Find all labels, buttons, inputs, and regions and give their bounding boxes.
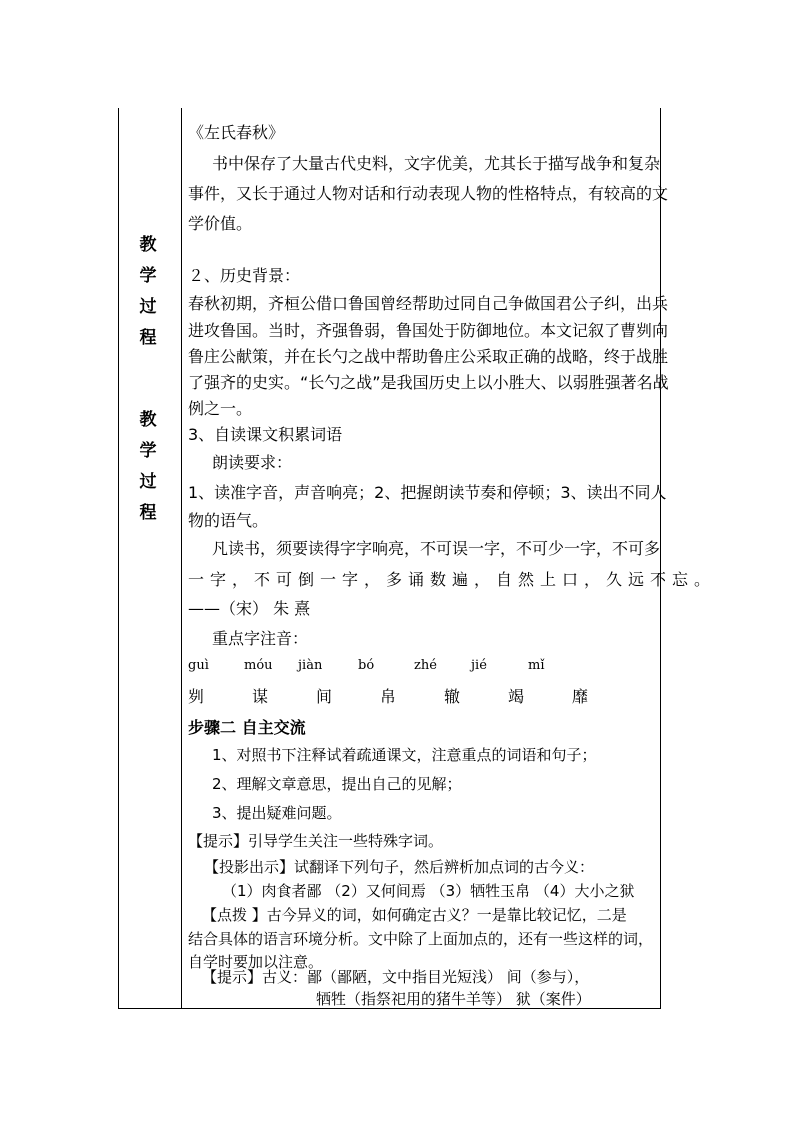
tip-2-line-2: 牺牲（指祭祀用的猪牛羊等） 狱（案件）: [316, 990, 591, 1008]
key-character: 间: [316, 687, 333, 706]
projection-label: 【投影出示】: [204, 858, 295, 876]
key-character: 帛: [380, 687, 397, 706]
quote-line: 一字，不可倒一字，多诵数遍，自然上口，久远不忘。: [188, 570, 717, 589]
key-character: 刿: [188, 687, 205, 706]
table-border-right: [660, 108, 661, 1009]
step-2-title: 步骤二 自主交流: [188, 718, 306, 737]
dianbo: [202, 904, 627, 925]
projection: [204, 856, 594, 877]
pinyin-item: guì: [188, 658, 209, 673]
reading-requirements-title: 朗读要求：: [212, 453, 293, 472]
step-2-item: 1、对照书下注释试着疏通课文，注意重点的词语和句子；: [212, 746, 597, 764]
dianbo-text: 古今异义的词，如何确定古义？一是靠比较记忆，二是: [266, 906, 627, 924]
section-3-title: 3、自读课文积累词语: [188, 425, 343, 444]
history-line: 进攻鲁国。当时，齐强鲁弱，鲁国处于防御地位。本文记叙了曹刿向: [188, 321, 669, 340]
pinyin-item: jié: [471, 658, 487, 673]
book-title: 《左氏春秋》: [188, 123, 285, 142]
history-line: 春秋初期，齐桓公借口鲁国曾经帮助过同自己争做国君公子纠，出兵: [188, 294, 669, 313]
projection-items: （1）肉食者鄙 （2）又何间焉 （3）牺牲玉帛 （4）大小之狱: [222, 882, 635, 900]
tip-2: [202, 966, 589, 987]
pinyin-item: móu: [244, 658, 273, 673]
pinyin-item: mǐ: [528, 658, 545, 673]
tip-1: [188, 830, 443, 851]
pinyin-item: zhé: [414, 658, 437, 673]
step-2-item: 3、提出疑难问题。: [212, 804, 342, 822]
history-line: 例之一。: [188, 399, 253, 418]
section-2-title: ２、历史背景：: [188, 266, 301, 285]
key-character: 靡: [572, 687, 589, 706]
projection-text: 试翻译下列句子，然后辨析加点词的古今义：: [294, 858, 595, 876]
left-label-teaching-process-2: 教 学 过 程: [139, 410, 157, 523]
intro-line: 学价值。: [188, 214, 253, 233]
tip-1-text: 引导学生关注一些特殊字词。: [248, 832, 444, 850]
table-border-middle: [181, 108, 182, 1009]
reading-requirements-line: 物的语气。: [188, 511, 269, 530]
key-character: 竭: [508, 687, 525, 706]
intro-line: 事件，又长于通过人物对话和行动表现人物的性格特点，有较高的文: [188, 184, 669, 203]
step-2-item: 2、理解文章意思，提出自己的见解；: [212, 775, 462, 793]
history-line: 鲁庄公献策，并在长勺之战中帮助鲁庄公采取正确的战略，终于战胜: [188, 347, 669, 366]
quote-line: 凡读书，须要读得字字响亮，不可误一字，不可少一字，不可多: [212, 539, 661, 558]
dianbo-line: 自学时要加以注意。: [188, 953, 324, 971]
pinyin-title: 重点字注音：: [212, 629, 309, 648]
dianbo-line: 结合具体的语言环境分析。文中除了上面加点的，还有一些这样的词，: [188, 930, 654, 948]
pinyin-item: bó: [358, 658, 375, 673]
dianbo-label: 【点拨 】: [202, 906, 267, 924]
tip-1-label: 【提示】: [188, 832, 249, 850]
reading-requirements-line: 1、读准字音，声音响亮；2、把握朗读节奏和停顿；3、读出不同人: [188, 483, 667, 502]
key-character: 谋: [252, 687, 269, 706]
pinyin-item: jiàn: [298, 658, 323, 673]
key-character: 辙: [444, 687, 461, 706]
intro-line: 书中保存了大量古代史料，文字优美，尤其长于描写战争和复杂: [212, 154, 661, 173]
left-label-teaching-process-1: 教 学 过 程: [139, 235, 157, 348]
history-line: 了强齐的史实。“长勺之战”是我国历史上以小胜大、以弱胜强著名战: [188, 373, 669, 392]
tip-2-label: 【提示】: [202, 968, 263, 986]
table-border-left: [118, 108, 119, 1009]
quote-attribution: ——（宋） 朱 熹: [188, 599, 311, 618]
tip-2-line-1: 古义：鄙（鄙陋，文中指目光短浅） 间（参与），: [262, 968, 590, 986]
